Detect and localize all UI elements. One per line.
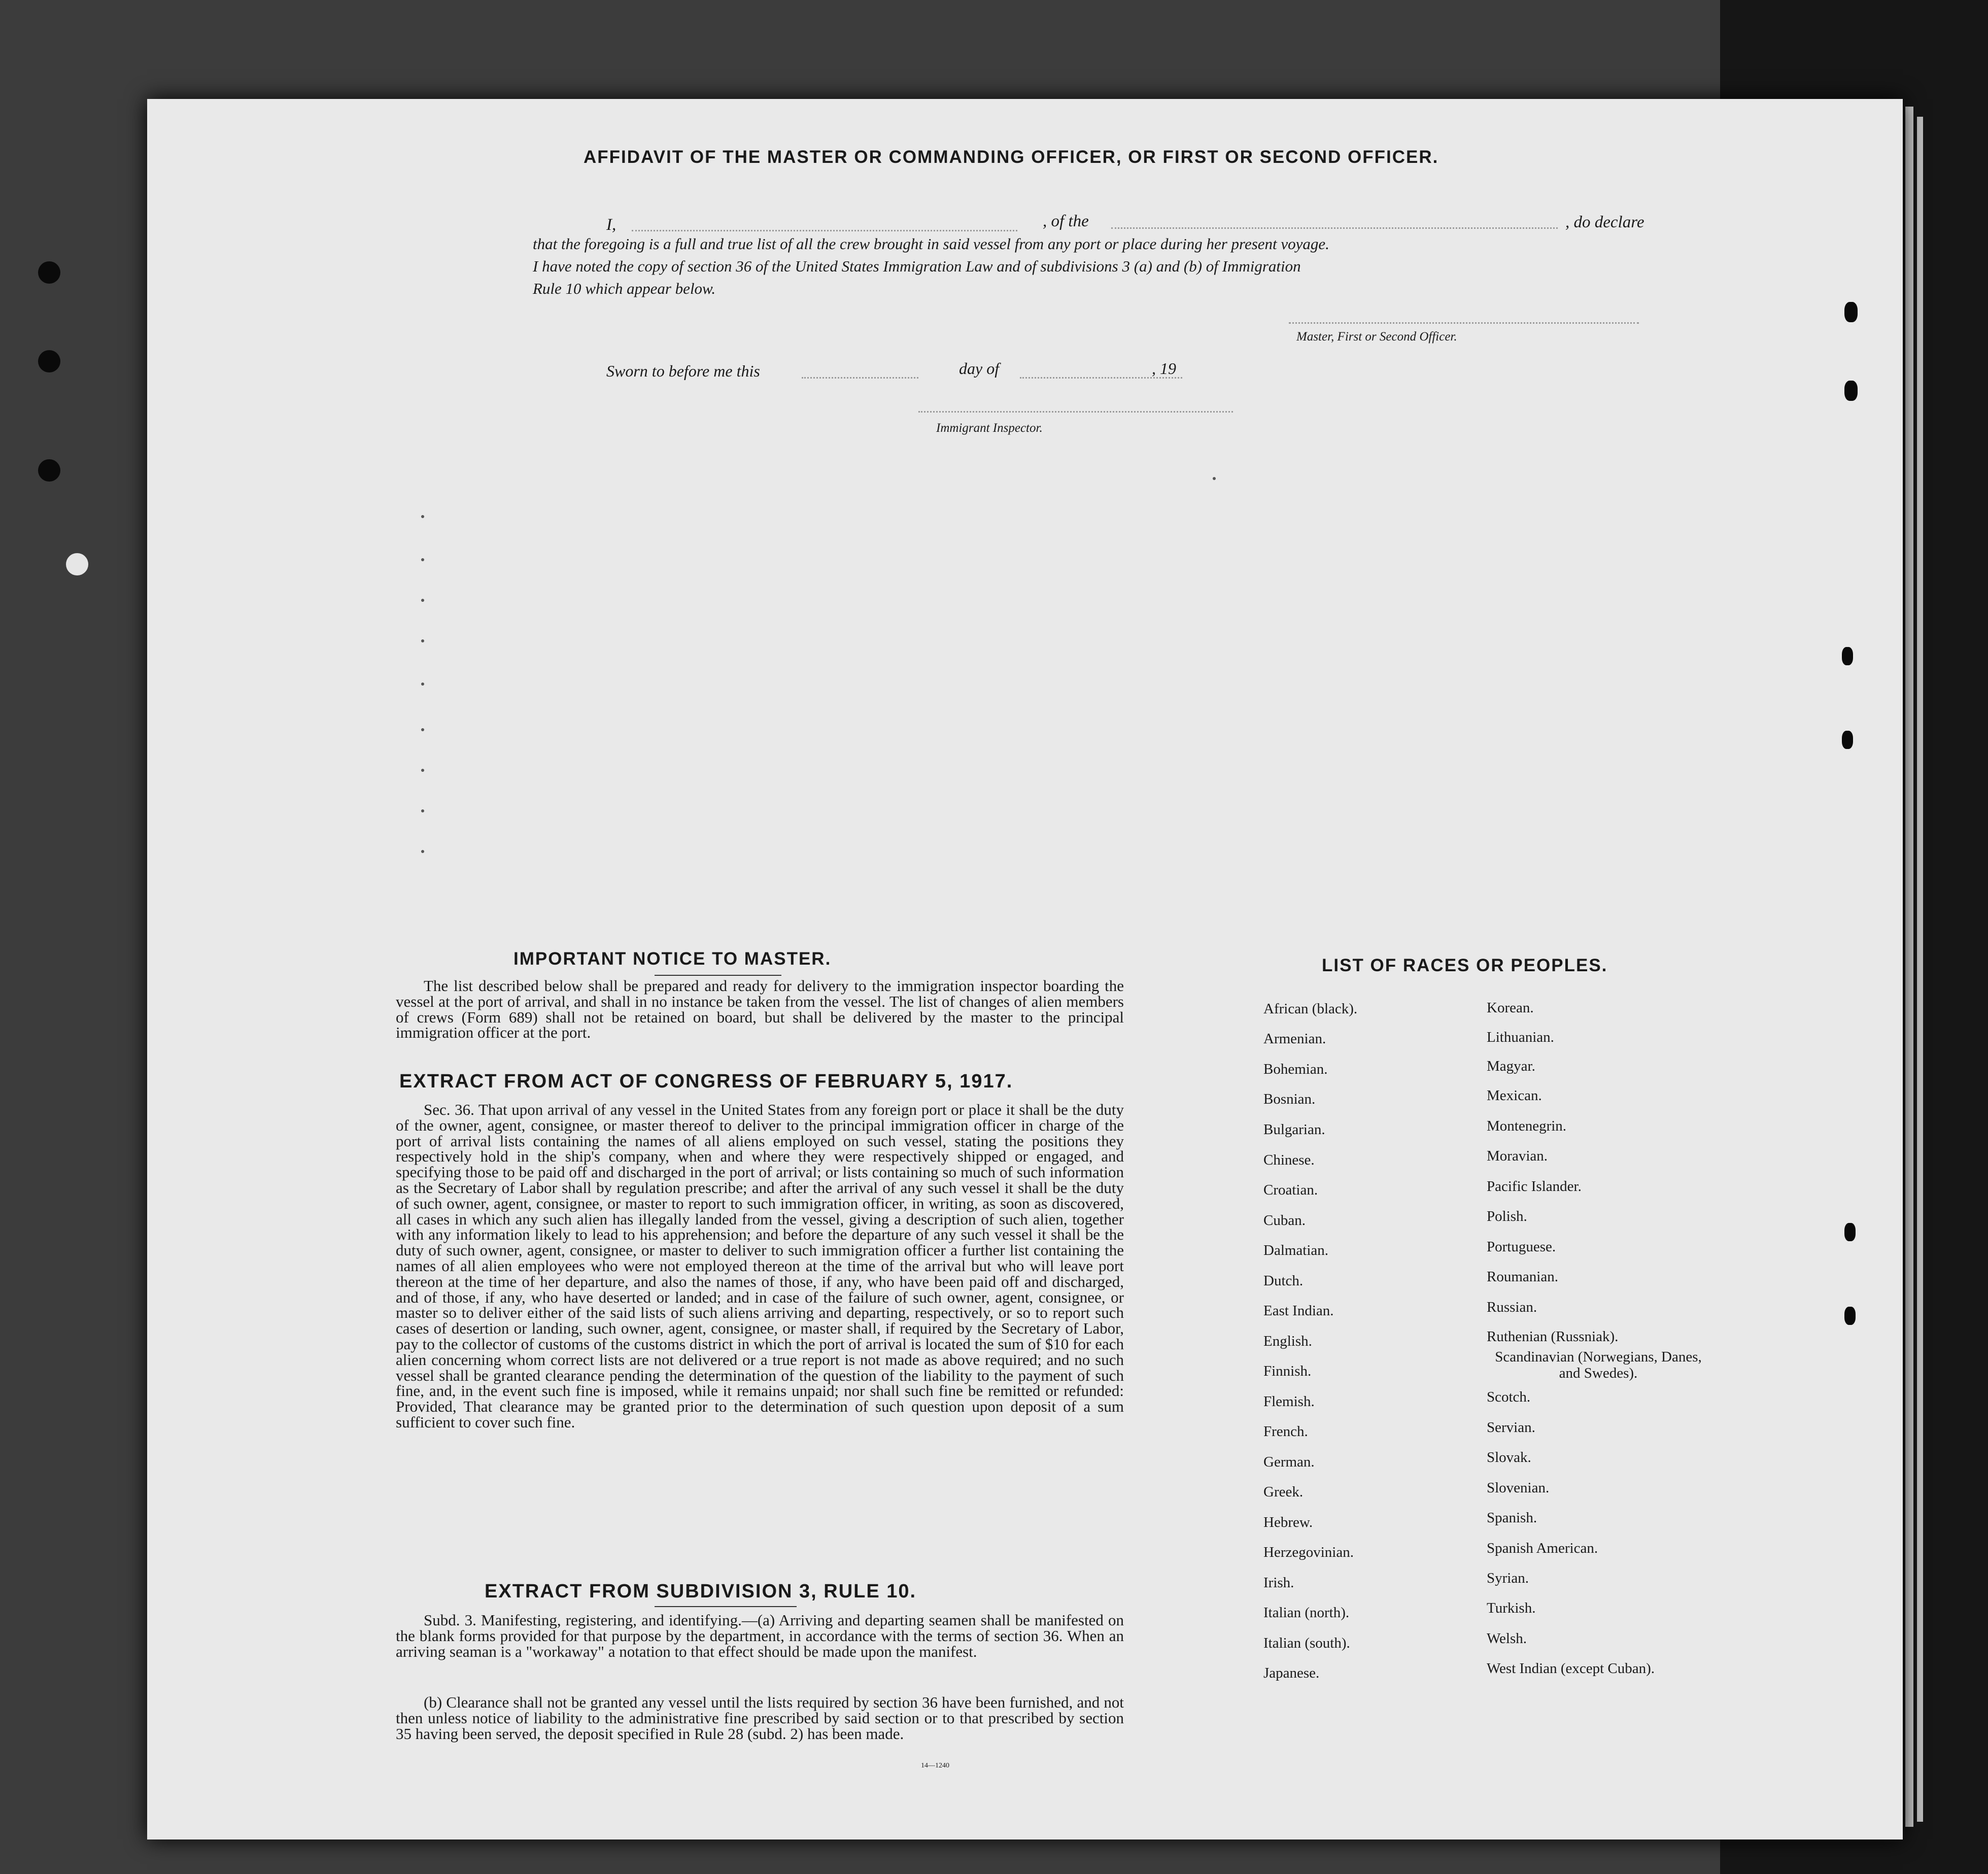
race-item: African (black). [1263,1001,1358,1017]
rule-para-b: (b) Clearance shall not be granted any vessel until the lists required by section 36 have been furnished, and not then unless notice of liability to the administrative fine prescribed by said section or to that prescribed by section 35 having been served, the deposit specified in Rule 28 (subd. 2) has been made. [396,1693,1124,1743]
binder-hole [1842,731,1853,749]
name-blank [632,230,1017,231]
extract-act-title: EXTRACT FROM ACT OF CONGRESS OF FEBRUARY 5, 1917. [399,1071,1013,1092]
inspector-caption: Immigrant Inspector. [936,421,1043,435]
sworn-text: Sworn to before me this [606,362,760,380]
race-item: Montenegrin. [1487,1118,1567,1134]
race-item: Slovenian. [1487,1480,1550,1496]
binder-hole [38,350,60,372]
day-blank [802,377,918,379]
vessel-blank [1111,227,1558,229]
extract-rule-underline [655,1606,797,1607]
race-item: Pacific Islander. [1487,1178,1582,1195]
binder-hole [38,459,60,482]
binder-hole [1844,381,1858,401]
race-item: Moravian. [1487,1148,1548,1164]
race-item: Cuban. [1263,1212,1306,1229]
race-item: Korean. [1487,1000,1534,1016]
race-item: East Indian. [1263,1303,1334,1319]
race-item: Irish. [1263,1575,1294,1591]
notice-title-underline [655,975,781,976]
affidavit-line1-i: I, [606,216,616,234]
race-item: Spanish American. [1487,1540,1598,1556]
stray-mark [421,639,424,642]
rule-para-a: Subd. 3. Manifesting, registering, and identifying.—(a) Arriving and departing seamen shall be manifested on the blank forms provided for that purpose by the department, in accordance with the terms of section 36. When an arriving seaman is a "workaway" a notation to that effect should be made upon the manifest. [396,1611,1124,1660]
race-item: Lithuanian. [1487,1029,1554,1045]
stray-mark [421,683,424,686]
extract-act-body: Sec. 36. That upon arrival of any vessel in the United States from any foreign port or place it shall be the duty of the owner, agent, consignee, or master thereof to deliver to the principal immigration officer in charge of the port of arrival lists containing the names of all aliens employed on such vessel, stating the positions they respectively hold in the ship's company, when and where they were respectively shipped or engaged, and specifying those to be paid off and discharged in the port of arrival; or lists containing so much of such information as the Secretary of Labor shall by regulation prescribe; and after the arrival of any such vessel it shall be the duty of such owner, agent, consignee, or master to report to such immigration officer, in writing, as soon as discovered, all cases in which any such alien has illegally landed from the vessel, giving a description of such alien, together with any information likely to lead to his apprehension; and before the departure of any such vessel it shall be the duty of such owner, agent, consignee, or master to deliver to such immigration officer a further list containing the names of all alien employees who were not employed thereon at the time of the arrival but who will leave port thereon at the time of her departure, and also the names of those, if any, who have been paid off and discharged, and of those, if any, who have deserted or landed; and in case of the failure of such owner, agent, consignee, or master so to deliver either of the said lists of such aliens arriving and departing, respectively, or so to report such cases of desertion or landing, such owner, agent, consignee, or master shall, if required by the Secretary of Labor, pay to the collector of customs of the customs district in which the port of arrival is located the sum of $10 for each alien concerning whom correct lists are not delivered or a true report is not made as above required; and no such vessel shall be granted clearance pending the determination of the question of the liability to the payment of such fine, and, in the event such fine is imposed, while it remains unpaid; nor shall such fine be remitted or refunded: Provided, That clearance may be granted prior to the determination of such question upon deposit of a sum sufficient to cover such fine. [396,1101,1124,1431]
affidavit-line2: that the foregoing is a full and true list of all the crew brought in said vessel from any port or place during her present voyage. [533,235,1329,253]
binder-hole [1844,1223,1856,1241]
race-item: Bulgarian. [1263,1121,1325,1138]
affidavit-line4: Rule 10 which appear below. [533,280,716,297]
inspector-line [918,411,1233,413]
race-item: Mexican. [1487,1087,1542,1104]
form-number: 14—1240 [921,1762,949,1769]
binder-hole [66,553,88,575]
race-item: Greek. [1263,1484,1304,1500]
affidavit-page [147,99,1903,1839]
stray-mark [421,809,424,812]
race-item: Finnish. [1263,1363,1312,1379]
race-item: West Indian (except Cuban). [1487,1660,1655,1677]
bleed-through-row [391,474,1558,495]
stray-mark [421,599,424,602]
binder-hole [1844,1307,1856,1325]
race-item: Scotch. [1487,1389,1531,1405]
stray-mark [421,515,424,518]
race-item: Turkish. [1487,1600,1536,1616]
race-item: Magyar. [1487,1058,1535,1074]
binder-hole [1844,302,1858,322]
race-item: Portuguese. [1487,1239,1556,1255]
race-item: English. [1263,1333,1312,1349]
race-item: Welsh. [1487,1630,1527,1647]
race-item: Polish. [1487,1208,1527,1224]
race-item: Croatian. [1263,1182,1318,1198]
race-item: Herzegovinian. [1263,1544,1354,1560]
binder-hole [1842,647,1853,665]
affidavit-line1-declare: , do declare [1565,213,1644,231]
stray-mark [421,850,424,853]
stray-mark [1213,477,1216,480]
notice-body: The list described below shall be prepared and ready for delivery to the immigration inspector boarding the vessel at the port of arrival, and shall in no instance be taken from the vessel. The list of changes of alien members of crews (Form 689) shall not be retained on board, but shall be delivered by the master to the principal immigration officer at the port. [396,977,1124,1042]
race-item: Bohemian. [1263,1061,1328,1077]
extract-rule-title: EXTRACT FROM SUBDIVISION 3, RULE 10. [485,1581,917,1602]
race-item-wrapped: Scandinavian (Norwegians, Danes, and Swedes). [1495,1349,1702,1381]
race-item: French. [1263,1423,1308,1440]
race-item: German. [1263,1454,1315,1470]
affidavit-title: AFFIDAVIT OF THE MASTER OR COMMANDING OFFICER, OR FIRST OR SECOND OFFICER. [584,147,1439,167]
race-item: Chinese. [1263,1152,1315,1168]
race-item: Italian (north). [1263,1605,1350,1621]
year-text: , 19 [1152,359,1176,378]
race-item: Italian (south). [1263,1635,1350,1651]
race-item: Spanish. [1487,1510,1537,1526]
page-stack-edge [1917,117,1923,1822]
race-item: Hebrew. [1263,1514,1313,1530]
page-stack-edge [1905,107,1913,1827]
stray-mark [421,769,424,772]
affidavit-line1-of-the: , of the [1043,212,1089,230]
race-item: Flemish. [1263,1393,1315,1410]
race-item: Dutch. [1263,1273,1304,1289]
notice-title: IMPORTANT NOTICE TO MASTER. [513,949,832,969]
race-item: Slovak. [1487,1449,1531,1466]
race-item: Armenian. [1263,1031,1326,1047]
race-item: Dalmatian. [1263,1242,1329,1258]
race-item: Japanese. [1263,1665,1320,1681]
binder-hole [38,261,60,284]
stray-mark [421,728,424,731]
affidavit-line3: I have noted the copy of section 36 of the United States Immigration Law and of subdivisions 3 (a) and (b) of Immigration [533,257,1301,275]
race-item: Bosnian. [1263,1091,1316,1107]
signature-caption: Master, First or Second Officer. [1296,330,1457,344]
race-item: Russian. [1487,1299,1537,1315]
bleed-through-row [391,865,1558,885]
race-item: Ruthenian (Russniak). [1487,1328,1619,1345]
race-item: Servian. [1487,1419,1535,1436]
races-title: LIST OF RACES OR PEOPLES. [1322,956,1608,975]
race-item: Roumanian. [1487,1269,1558,1285]
signature-line [1289,322,1639,324]
day-of-text: day of [959,359,1000,378]
race-item: Syrian. [1487,1570,1529,1586]
stray-mark [421,558,424,561]
